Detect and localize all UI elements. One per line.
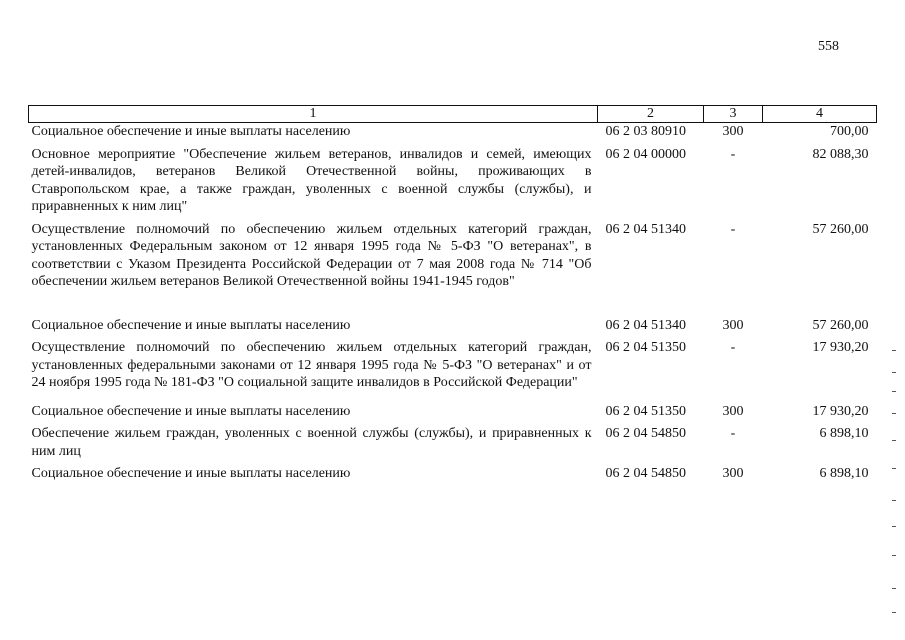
row-amount: 700,00 [830,124,869,139]
header-col-2: 2 [598,106,704,123]
row-amount: 17 930,20 [812,403,869,419]
budget-table [28,105,877,483]
row-name: Основное мероприятие "Обеспечение жильем ветеранов, инвалидов и семей, имеющих детей-инвалидов, ветеранов Великой Отечественной войны, проживающих в Ставропольском крае, а также граждан, уволенных с военной службы (службы), и приравненных к ним лиц" [31,146,592,214]
row-type: 300 [722,403,744,419]
row-name: Осуществление полномочий по обеспечению жильем отдельных категорий граждан, установленных федеральными законами от 12 января 1995 года № 5-ФЗ "О ветеранах" и от 24 ноября 1995 года № 181-ФЗ "О социальной защите инвалидов в Российской Федерации" [31,340,592,390]
table-row [29,317,877,340]
row-name: Социальное обеспечение и иные выплаты населению [31,317,351,333]
row-type: - [730,221,736,237]
header-col-4: 4 [763,106,877,123]
row-amount: 6 898,10 [819,466,869,481]
row-type: 300 [722,124,744,139]
row-amount: 57 260,00 [812,221,869,237]
table-row [29,425,877,465]
row-code: 06 2 04 51350 [605,340,686,355]
table-row [29,123,877,146]
row-name: Социальное обеспечение и иные выплаты населению [31,124,351,139]
row-name: Обеспечение жильем граждан, уволенных с военной службы (службы), и приравненных к ним лиц [31,426,592,459]
row-amount: 82 088,30 [812,146,869,162]
row-name: Социальное обеспечение и иные выплаты населению [31,403,351,419]
row-code: 06 2 04 51340 [605,317,686,333]
row-code: 06 2 04 54850 [605,466,686,481]
header-row [29,106,877,123]
page-number: 558 [818,39,839,54]
row-name: Социальное обеспечение и иные выплаты населению [31,466,351,481]
row-amount: 17 930,20 [812,340,869,355]
row-type: 300 [722,317,744,333]
row-type: 300 [722,466,744,481]
row-name: Осуществление полномочий по обеспечению жильем отдельных категорий граждан, установленных Федеральным законом от 12 января 1995 года № 5-ФЗ "О ветеранах", в соответствии с Указом Президента Российской Федерации от 7 мая 2008 года № 714 "Об обеспечении жильем ветеранов Великой Отечественной войны 1941-1945 годов" [31,221,592,289]
row-type: - [730,340,736,355]
row-code: 06 2 04 51340 [605,221,686,237]
table-row [29,465,877,483]
row-code: 06 2 03 80910 [605,124,686,139]
table-row [29,403,877,426]
header-col-1: 1 [29,106,598,123]
table-header [29,106,877,123]
row-code: 06 2 04 51350 [605,403,686,419]
table-row [29,221,877,317]
row-code: 06 2 04 00000 [605,146,686,162]
table-body [29,123,877,483]
row-amount: 6 898,10 [819,426,869,441]
header-col-3: 3 [704,106,763,123]
scan-edge-marks [892,350,898,630]
row-code: 06 2 04 54850 [605,426,686,441]
row-type: - [730,146,736,162]
row-amount: 57 260,00 [812,317,869,333]
table-row [29,146,877,221]
row-type: - [730,426,736,441]
table-row [29,339,877,403]
